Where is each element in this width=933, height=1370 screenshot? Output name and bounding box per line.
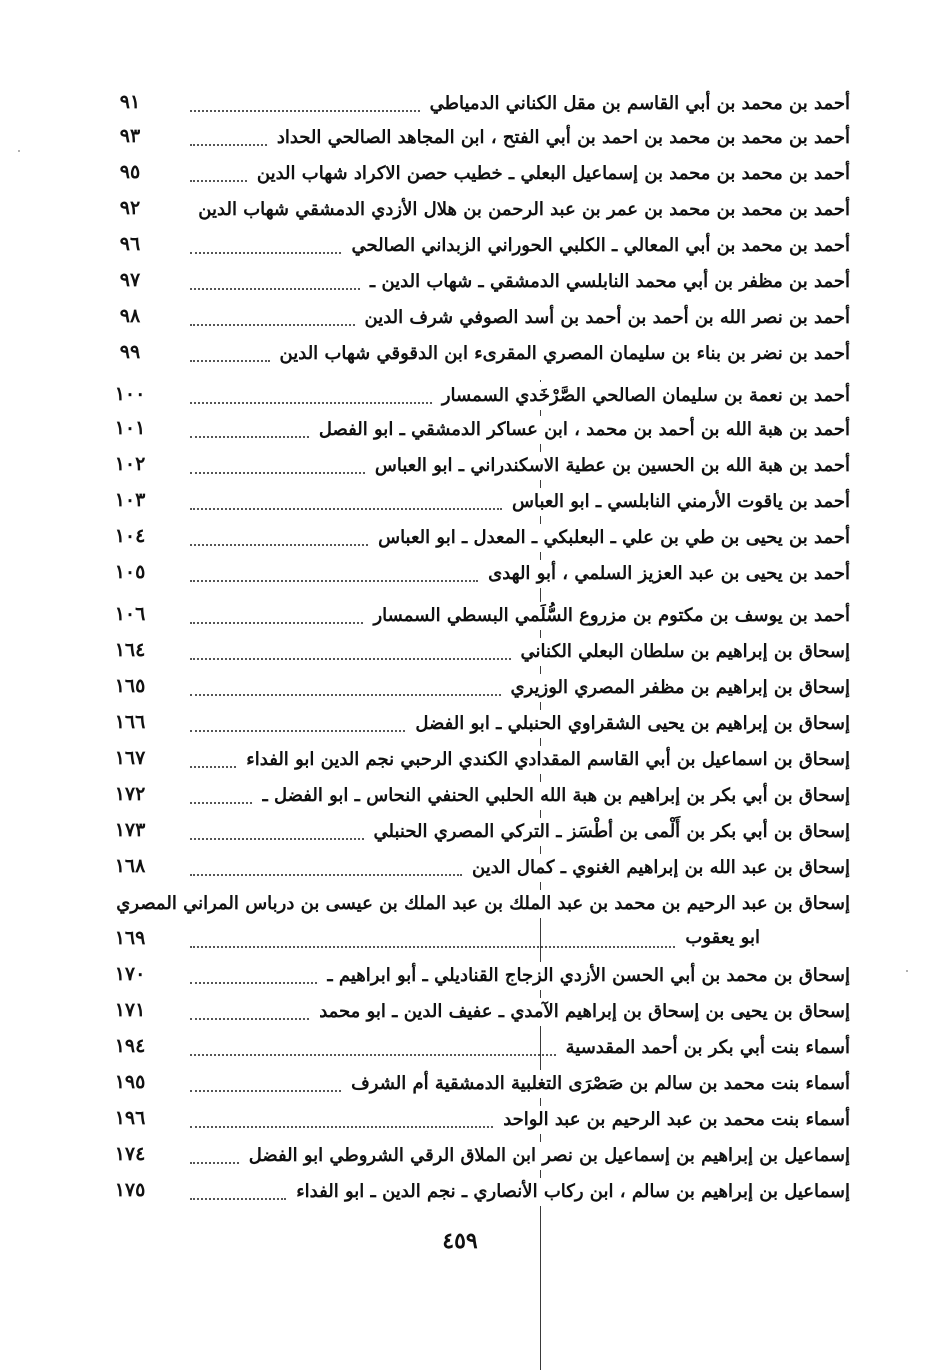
entry-page-number: ١٧٤ <box>114 1143 146 1165</box>
entry-name: إسحاق بن أبي بكر بن إبراهيم بن هبة الله الحلبي الحنفي النحاس ـ ابو الفضل ـ <box>258 782 850 810</box>
scan-speck <box>18 150 20 152</box>
dot-leader <box>190 96 420 112</box>
entry-name-continuation: ابو يعقوب <box>681 924 760 952</box>
index-entry <box>100 414 860 448</box>
entry-page-number: ١٦٩ <box>114 927 146 949</box>
entry-name: أحمد بن يحيى بن طي بن علي ـ البعلبكي ـ المعدل ـ ابو العباس <box>374 524 850 552</box>
index-entry <box>100 1176 860 1210</box>
entry-name: أسماء بنت أبي بكر بن أحمد المقدسية <box>562 1034 850 1062</box>
entry-name: إسماعيل بن إبراهيم بن سالم ، ابن ركاب الأنصاري ـ نجم الدين ـ ابو الفداء <box>292 1178 850 1206</box>
entry-name: أحمد بن محمد بن محمد بن إسماعيل البعلي ـ خطيب حصن الاكراد شهاب الدين <box>253 160 850 188</box>
entry-name: أحمد بن يوسف بن مكتوم بن مزروع السُّلَمي البسطي السمسار <box>369 602 850 630</box>
entry-page-number: ١٠١ <box>114 417 146 439</box>
index-entry <box>100 888 860 958</box>
entry-page-number: ١٧١ <box>114 999 146 1021</box>
entry-page-number: ٩٦ <box>119 233 141 255</box>
dot-leader <box>190 716 405 732</box>
dot-leader <box>190 680 501 696</box>
index-entry <box>100 600 860 634</box>
index-entry <box>100 122 860 156</box>
index-entry <box>100 230 860 264</box>
index-entry <box>100 194 860 228</box>
index-entry <box>100 302 860 336</box>
dot-leader <box>190 494 502 510</box>
index-entry <box>100 960 860 994</box>
dot-leader <box>190 458 365 474</box>
entry-page-number: ١٩٥ <box>114 1071 146 1093</box>
entry-page-number: ٩٣ <box>119 125 141 147</box>
index-entry <box>100 1104 860 1138</box>
index-entry <box>100 1140 860 1174</box>
entry-name: إسحاق بن عبد الله بن إبراهيم الغنوي ـ كمال الدين <box>468 854 850 882</box>
entry-name: إسحاق بن إبراهيم بن مظفر المصري الوزيري <box>507 674 851 702</box>
entry-page-number: ١٠٥ <box>114 561 146 583</box>
entry-page-number: ١٠٦ <box>114 603 146 625</box>
entry-page-number: ١٧٣ <box>114 819 146 841</box>
dot-leader <box>190 932 675 948</box>
dot-leader <box>190 530 368 546</box>
index-entry <box>100 380 860 414</box>
index-entry <box>100 338 860 372</box>
entry-name: أحمد بن هبة الله بن أحمد بن محمد ، ابن عساكر الدمشقي ـ ابو الفصل <box>315 416 850 444</box>
index-entry <box>100 522 860 556</box>
dot-leader <box>190 1040 556 1056</box>
page-number: ٤٥٩ <box>442 1228 478 1254</box>
dot-leader <box>190 1076 341 1092</box>
entry-page-number: ٩٨ <box>119 305 141 327</box>
index-entry <box>100 266 860 300</box>
index-entry <box>100 744 860 778</box>
entry-name: إسحاق بن أبي بكر بن أَلْمى بن أطْسَز ـ التركي المصري الحنبلي <box>370 818 850 846</box>
entry-page-number: ٩٧ <box>119 269 141 291</box>
dot-leader <box>190 1112 493 1128</box>
dot-leader <box>190 1148 239 1164</box>
entry-page-number: ١٠٠ <box>114 383 146 405</box>
entry-page-number: ١٧٢ <box>114 783 146 805</box>
dot-leader <box>190 608 363 624</box>
scan-speck <box>906 970 908 972</box>
index-entry <box>100 636 860 670</box>
index-entry <box>100 708 860 742</box>
dot-leader <box>190 566 478 582</box>
entry-page-number: ١٠٤ <box>114 525 146 547</box>
dot-leader <box>190 274 360 290</box>
index-entry <box>100 450 860 484</box>
entry-name: إسحاق بن اسماعيل بن أبي القاسم المقدادي الكندي الرحبي نجم الدين ابو الفداء <box>242 746 850 774</box>
entry-name: أسماء بنت محمد بن عبد الرحيم بن عبد الواحد <box>499 1106 850 1134</box>
entry-page-number: ١٧٠ <box>114 963 146 985</box>
entry-page-number: ٩١ <box>119 91 141 113</box>
entry-name: أحمد بن مظفر بن أبي محمد النابلسي الدمشقي ـ شهاب الدين ـ <box>366 268 850 296</box>
entry-name: إسحاق بن إبراهيم بن يحيى الشقراوي الحنبلي ـ ابو الفضل <box>411 710 850 738</box>
entry-page-number: ١٩٦ <box>114 1107 146 1129</box>
entry-page-number: ١٦٤ <box>114 639 146 661</box>
index-entry <box>100 780 860 814</box>
index-entry <box>100 1068 860 1102</box>
entry-name: أحمد بن يحيى بن عبد العزيز السلمي ، أبو الهدى <box>484 560 850 588</box>
dot-leader <box>190 130 267 146</box>
entry-page-number: ١٩٤ <box>114 1035 146 1057</box>
dot-leader <box>190 346 270 362</box>
dot-leader <box>190 824 364 840</box>
entry-name: أسماء بنت محمد بن سالم بن صَصْرَى التغلبية الدمشقية أم الشرف <box>347 1070 850 1098</box>
entry-name: أحمد بن نصر الله بن أحمد بن أحمد بن أسد الصوفي شرف الدين <box>361 304 851 332</box>
dot-leader <box>190 788 252 804</box>
entry-name: أحمد بن محمد بن محمد بن احمد بن أبي الفتح ، ابن المجاهد الصالحي الحداد <box>273 124 850 152</box>
index-entry <box>100 486 860 520</box>
dot-leader <box>190 422 309 438</box>
entry-page-number: ١٠٣ <box>114 489 146 511</box>
index-entry <box>100 852 860 886</box>
entry-name: أحمد بن نعمة بن سليمان الصالحي الصَّرْخَدي السمسار <box>438 382 850 410</box>
dot-leader <box>190 166 247 182</box>
index-entry <box>100 88 860 122</box>
entry-page-number: ١٦٨ <box>114 855 146 877</box>
entry-name: إسماعيل بن إبراهيم بن إسماعيل بن نصر ابن الملاق الرقي الشروطي ابو الفضل <box>245 1142 850 1170</box>
dot-leader <box>190 1184 286 1200</box>
dot-leader <box>190 968 317 984</box>
entry-page-number: ١٦٦ <box>114 711 146 733</box>
entry-name: إسحاق بن محمد بن أبي الحسن الأزدي الزجاج القناديلي ـ أبو ابراهيم ـ <box>323 962 850 990</box>
index-entry <box>100 996 860 1030</box>
index-entry <box>100 816 860 850</box>
entry-name: إسحاق بن يحيى بن إسحاق بن إبراهيم الآمدي ـ عفيف الدين ـ ابو محمد <box>315 998 850 1026</box>
dot-leader <box>190 644 511 660</box>
entry-name: أحمد بن هبة الله بن الحسين بن عطية الاسكندراني ـ ابو العباس <box>371 452 850 480</box>
dot-leader <box>190 310 355 326</box>
entry-page-number: ٩٢ <box>119 197 141 219</box>
entry-page-number: ٩٥ <box>119 161 141 183</box>
entry-name: إسحاق بن عبد الرحيم بن محمد بن عبد الملك بن عبد الملك بن عيسى بن درباس المراني المصري <box>112 890 850 918</box>
index-entry <box>100 672 860 706</box>
entry-page-number: ٩٩ <box>119 341 141 363</box>
index-entry <box>100 1032 860 1066</box>
dot-leader <box>190 238 341 254</box>
entry-name: أحمد بن محمد بن محمد بن عمر بن عبد الرحمن بن هلال الأزدي الدمشقي شهاب الدين <box>194 196 850 224</box>
dot-leader <box>190 388 432 404</box>
entry-name: أحمد بن محمد بن أبي القاسم بن مقل الكناني الدمياطي <box>426 90 850 118</box>
entry-name: أحمد بن ياقوت الأرمني النابلسي ـ ابو العباس <box>508 488 850 516</box>
dot-leader <box>190 860 462 876</box>
entry-page-number: ١٧٥ <box>114 1179 146 1201</box>
index-entry <box>100 558 860 592</box>
entry-name: أحمد بن نضر بن بناء بن سليمان المصري المقرىء ابن الدقوقي شهاب الدين <box>276 340 850 368</box>
dot-leader <box>190 752 236 768</box>
entry-name: أحمد بن محمد بن أبي المعالي ـ الكلبي الحوراني الزبداني الصالحي <box>347 232 850 260</box>
entry-name: إسحاق بن إبراهيم بن سلطان البعلي الكناني <box>517 638 850 666</box>
entry-page-number: ١٦٥ <box>114 675 146 697</box>
entry-page-number: ١٠٢ <box>114 453 146 475</box>
entry-page-number: ١٦٧ <box>114 747 146 769</box>
index-entry <box>100 158 860 192</box>
dot-leader <box>190 1004 309 1020</box>
